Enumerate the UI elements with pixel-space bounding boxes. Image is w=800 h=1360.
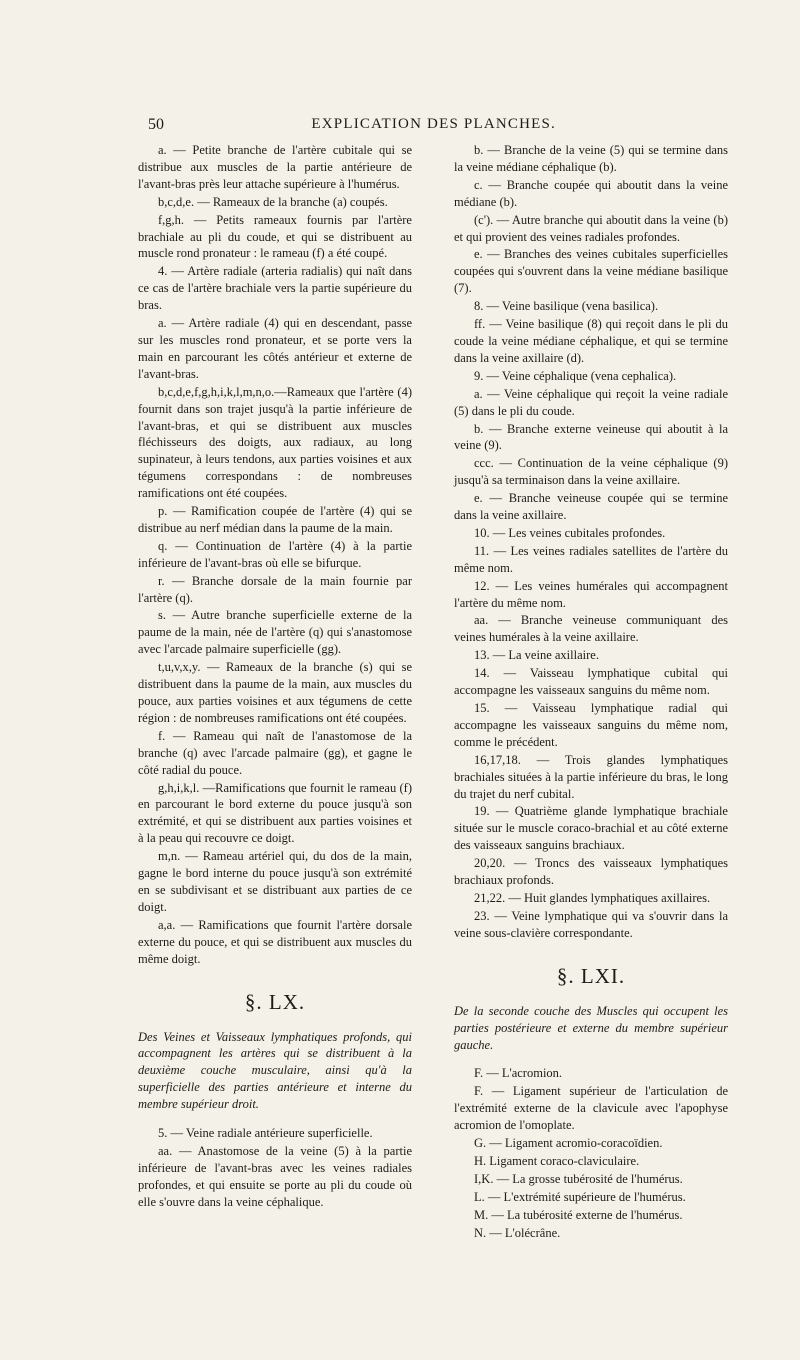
legend-entry: 21,22. — Huit glandes lymphatiques axillaires.	[474, 890, 711, 905]
legend-entry: p. — Ramification coupée de l'artère (4) qui se distribue au nerf médian dans la paume de la main.	[138, 504, 412, 535]
legend-entry: ccc. — Continuation de la veine céphalique (9) jusqu'à sa terminaison dans la veine axillaire.	[454, 456, 728, 488]
section-subtitle-lx: Des Veines et Vaisseaux lymphatiques profonds, qui accompagnent les artères qui se distribuent à la deuxième couche musculaire, ainsi qu'à la superficielle des parties antérieure et interne du membre supérieur droit.	[138, 1029, 412, 1112]
legend-entry: 9. — Veine céphalique (vena cephalica).	[474, 368, 677, 383]
legend-entry: 4. — Artère radiale (arteria radialis) qui naît dans ce cas de l'artère brachiale vers la partie supérieure du bras.	[138, 264, 412, 313]
legend-entry: a. — Petite branche de l'artère cubitale qui se distribue aux muscles de la partie antérieure de l'avant-bras près leur attache supérieure à l'humérus.	[138, 143, 412, 191]
legend-entry: 19. — Quatrième glande lymphatique brachiale située sur le muscle coraco-brachial et au côté externe des vaisseaux sanguins brachiaux.	[454, 804, 728, 853]
legend-entry: f,g,h. — Petits rameaux fournis par l'artère brachiale au pli du coude, et qui se distribuent au muscle rond pronateur : le rameau (f) a été coupé.	[138, 212, 412, 261]
legend-entry: s. — Autre branche superficielle externe de la paume de la main, née de l'artère (q) qui s'anastomose avec l'arcade palmaire superficielle (gg).	[138, 608, 412, 657]
legend-entry: 11. — Les veines radiales satellites de l'artère du même nom.	[454, 543, 728, 575]
legend-entry: aa. — Anastomose de la veine (5) à la partie inférieure de l'avant-bras avec les veines radiales profondes, et qui ensuite se porte au pli du coude où elle s'ouvre dans la veine céphalique.	[138, 1143, 412, 1209]
legend-entry: G. — Ligament acromio-coracoïdien.	[474, 1136, 663, 1151]
legend-entry: b. — Branche de la veine (5) qui se termine dans la veine médiane céphalique (b).	[454, 143, 728, 174]
legend-entry: F. — Ligament supérieur de l'articulation de l'extrémité externe de la clavicule avec l'apophyse acromion de l'omoplate.	[454, 1084, 728, 1133]
legend-entry: r. — Branche dorsale de la main fournie par l'artère (q).	[138, 573, 412, 605]
section-subtitle-lxi: De la seconde couche des Muscles qui occupent les parties postérieure et externe du membre supérieur gauche.	[454, 1003, 728, 1052]
legend-entry: m,n. — Rameau artériel qui, du dos de la main, gagne le bord interne du pouce jusqu'à son extrémité en se subdivisant et se distribuant aux parties de ce doigt.	[138, 849, 412, 914]
legend-entry: 15. — Vaisseau lymphatique radial qui accompagne les vaisseaux sanguins du même nom, comme le précédent.	[454, 701, 728, 749]
legend-entry: 12. — Les veines humérales qui accompagnent l'artère du même nom.	[454, 578, 728, 610]
legend-entry: a. — Artère radiale (4) qui en descendant, passe sur les muscles rond pronateur, et se porte vers la main en parcourant les côtés antérieur et externe de l'avant-bras.	[138, 316, 412, 381]
legend-entry: 8. — Veine basilique (vena basilica).	[474, 299, 659, 314]
section-title-lxi: §. LXI.	[556, 963, 626, 988]
legend-entry: 23. — Veine lymphatique qui va s'ouvrir dans la veine sous-clavière correspondante.	[454, 908, 728, 940]
legend-entry: g,h,i,k,l. —Ramifications que fournit le rameau (f) en parcourant le bord externe du pouce jusqu'à son extrémité, et qui se distribuent aux parties voisines et à la peau qui recouvre ce doigt.	[138, 780, 412, 846]
legend-entry: M. — La tubérosité externe de l'humérus.	[474, 1207, 683, 1222]
legend-entry: 16,17,18. — Trois glandes lymphatiques brachiales situées à la partie inférieure du bras, le long du trajet du nerf cubital.	[454, 752, 728, 801]
legend-entry: F. — L'acromion.	[474, 1066, 563, 1081]
legend-entry: 14. — Vaisseau lymphatique cubital qui accompagne les vaisseaux sanguins du même nom.	[454, 666, 728, 698]
legend-entry: q. — Continuation de l'artère (4) à la partie inférieure de l'avant-bras où elle se bifurque.	[138, 538, 412, 570]
legend-entry: e. — Branche veineuse coupée qui se termine dans la veine axillaire.	[454, 491, 728, 523]
legend-entry: L. — L'extrémité supérieure de l'humérus.	[474, 1189, 686, 1204]
page-header	[148, 116, 556, 140]
legend-entry: b. — Branche externe veineuse qui aboutit à la veine (9).	[454, 421, 728, 453]
legend-entry: 10. — Les veines cubitales profondes.	[474, 525, 666, 540]
legend-entry: aa. — Branche veineuse communiquant des veines humérales à la veine axillaire.	[454, 613, 728, 645]
left-column	[138, 142, 412, 1212]
legend-entry: f. — Rameau qui naît de l'anastomose de la branche (q) avec l'arcade palmaire (gg), et gagne le côté radial du pouce.	[138, 728, 412, 777]
legend-entry: a,a. — Ramifications que fournit l'artère dorsale externe du pouce, et qui se distribuent aux muscles du même doigt.	[138, 917, 412, 966]
right-column	[454, 142, 728, 1242]
legend-entry: b,c,d,e. — Rameaux de la branche (a) coupés.	[158, 194, 388, 209]
legend-entry: 20,20. — Troncs des vaisseaux lymphatiques brachiaux profonds.	[454, 856, 728, 888]
legend-entry: a. — Veine céphalique qui reçoit la veine radiale (5) dans le pli du coude.	[454, 386, 728, 418]
page-number: 50	[148, 116, 164, 133]
legend-entry: I,K. — La grosse tubérosité de l'humérus.	[474, 1171, 683, 1186]
legend-entry: e. — Branches des veines cubitales superficielles coupées qui s'ouvrent dans la veine médiane basilique (7).	[454, 247, 728, 296]
legend-entry: b,c,d,e,f,g,h,i,k,l,m,n,o.—Rameaux que l'artère (4) fournit dans son trajet jusqu'à la partie inférieure de l'avant-bras, et qui se distribuent aux muscles fléchisseurs des doigts, aux radiaux, au long supinateur, à leurs tendons, aux parties voisines et aux tégumens correspondans : de nombreuses ramifications ont été coupées.	[138, 384, 412, 501]
legend-entry: H. Ligament coraco-claviculaire.	[474, 1153, 640, 1168]
legend-entry: c. — Branche coupée qui aboutit dans la veine médiane (b).	[454, 177, 728, 209]
legend-entry: (c'). — Autre branche qui aboutit dans la veine (b) et qui provient des veines radiales profondes.	[454, 212, 728, 244]
legend-entry: 13. — La veine axillaire.	[474, 648, 599, 663]
legend-entry: 5. — Veine radiale antérieure superficielle.	[158, 1126, 373, 1141]
legend-entry: t,u,v,x,y. — Rameaux de la branche (s) qui se distribuent dans la paume de la main, aux muscles du pouce, aux parties voisines et aux tégumens de cette région : de nombreuses ramifications ont été coupées.	[138, 660, 412, 725]
legend-entry: N. — L'olécrâne.	[474, 1225, 561, 1240]
legend-entry: ff. — Veine basilique (8) qui reçoit dans le pli du coude la veine médiane céphalique, et qui se termine dans la veine axillaire (d).	[454, 317, 728, 365]
running-title: EXPLICATION DES PLANCHES.	[311, 116, 556, 132]
section-title-lx: §. LX.	[244, 989, 306, 1014]
